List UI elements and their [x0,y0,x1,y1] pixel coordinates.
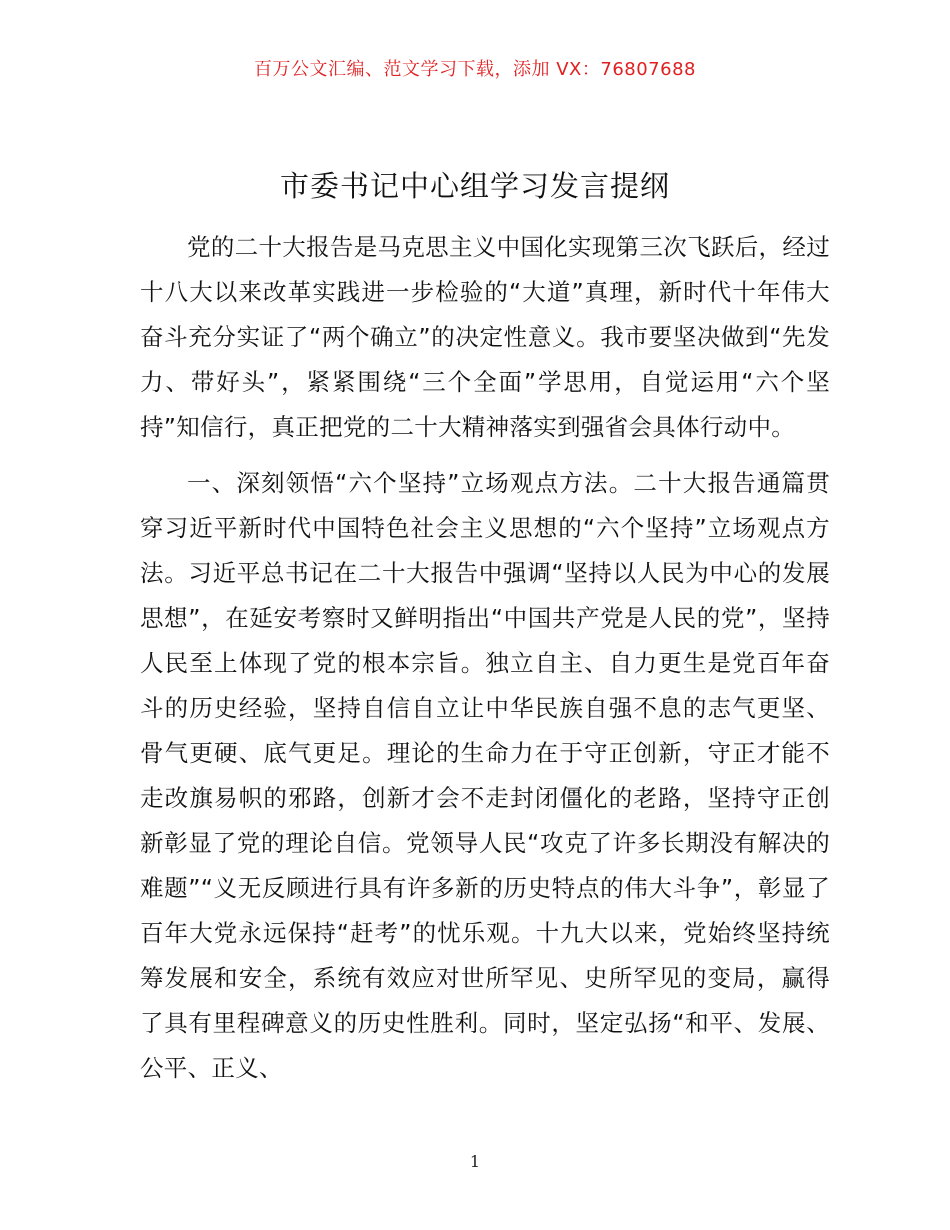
header-note: 百万公文汇编、范文学习下载，添加 VX：76807688 [254,59,696,80]
document-title: 市委书记中心组学习发言提纲 [279,169,670,203]
paragraph-intro: 党的二十大报告是马克思主义中国化实现第三次飞跃后，经过十八大以来改革实践进一步检验的“大道”真理，新时代十年伟大奋斗充分实证了“两个确立”的决定性意义。我市要坚决做到“先发力、带好头”，紧紧围绕“三个全面”学思用，自觉运用“六个坚持”知信行，真正把党的二十大精神落实到强省会具体行动中。 [140,233,830,441]
page-number: 1 [469,1152,481,1171]
paragraph-section-one: 一、深刻领悟“六个坚持”立场观点方法。二十大报告通篇贯穿习近平新时代中国特色社会主义思想的“六个坚持”立场观点方法。习近平总书记在二十大报告中强调“坚持以人民为中心的发展思想”，在延安考察时又鲜明指出“中国共产党是人民的党”，坚持人民至上体现了党的根本宗旨。独立自主、自力更生是党百年奋斗的历史经验，坚持自信自立让中华民族自强不息的志气更坚、骨气更硬、底气更足。理论的生命力在于守正创新，守正才能不走改旗易帜的邪路，创新才会不走封闭僵化的老路，坚持守正创新彰显了党的理论自信。党领导人民“攻克了许多长期没有解决的难题”“义无反顾进行具有许多新的历史特点的伟大斗争”，彰显了百年大党永远保持“赶考”的忧乐观。十九大以来，党始终坚持统筹发展和安全，系统有效应对世所罕见、史所罕见的变局，赢得了具有里程碑意义的历史性胜利。同时，坚定弘扬“和平、发展、公平、正义、 [140,469,830,1082]
document-body [140,225,830,1091]
